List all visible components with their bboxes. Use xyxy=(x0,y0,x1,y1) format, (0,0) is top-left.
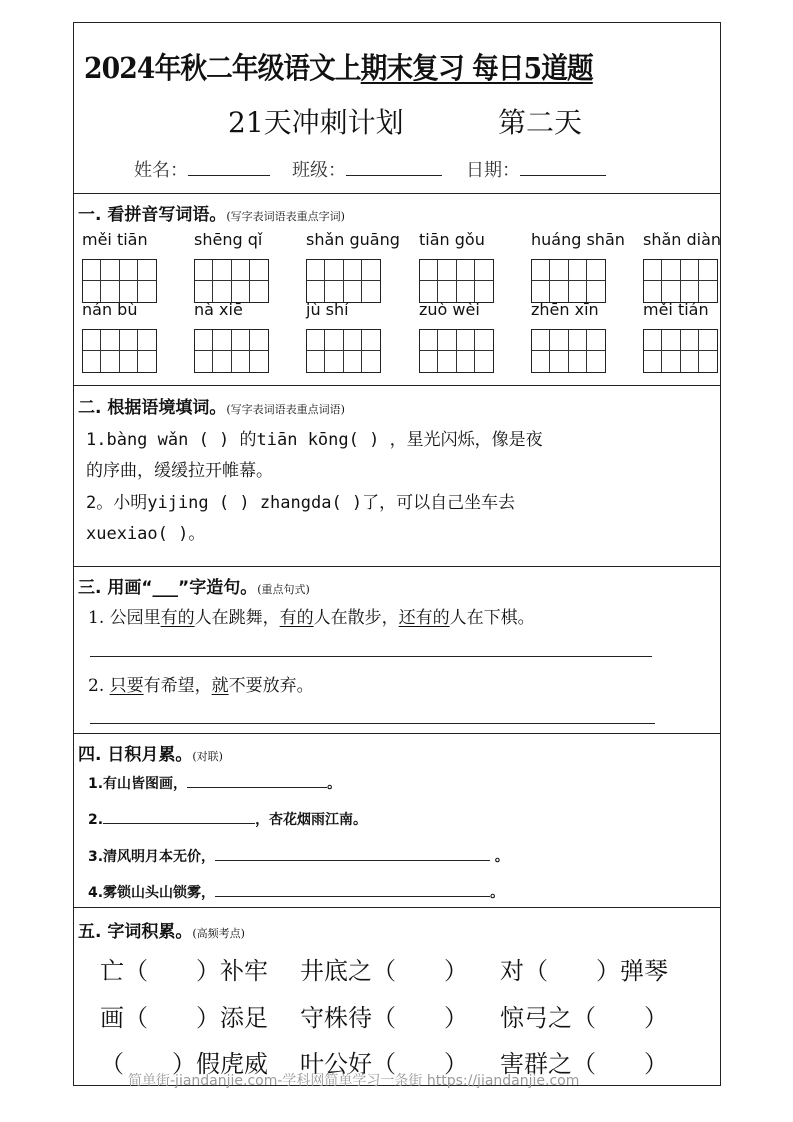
section4-heading xyxy=(78,740,223,765)
title-underlined: 期末复习 每日5道题 xyxy=(360,51,593,85)
grid-cell xyxy=(550,351,568,372)
grid-cell xyxy=(120,281,138,302)
couplet-item-3 xyxy=(88,846,509,866)
character-grid[interactable] xyxy=(419,329,494,373)
grid-cell xyxy=(138,281,156,302)
grid-cell xyxy=(138,260,156,281)
fill-line: xuexiao( )。 xyxy=(86,524,206,544)
idiom-fill: 叶公好（ ） xyxy=(300,1050,468,1078)
grid-cell xyxy=(662,330,680,351)
grid-cell xyxy=(475,260,493,281)
grid-cell xyxy=(644,281,662,302)
grid-cell xyxy=(325,260,343,281)
pinyin-label: měi tián xyxy=(643,300,709,319)
grid-cell xyxy=(532,330,550,351)
grid-cell xyxy=(644,330,662,351)
grid-cell xyxy=(457,281,475,302)
grid-cell xyxy=(195,330,213,351)
grid-cell xyxy=(138,351,156,372)
subtitle-day: 第二天 xyxy=(498,106,583,139)
grid-cell xyxy=(101,281,119,302)
fill-line: 1.bàng wǎn ( ) 的tiān kōng( ) ，星光闪烁，像是夜 xyxy=(86,430,543,450)
grid-cell xyxy=(362,260,380,281)
heading-text: 五. 字词积累。 xyxy=(78,922,193,942)
grid-cell xyxy=(101,351,119,372)
couplet-text: 4.雾锁山头山锁雾， xyxy=(88,885,216,901)
grid-cell xyxy=(569,330,587,351)
character-grid[interactable] xyxy=(82,329,157,373)
grid-cell xyxy=(120,330,138,351)
pinyin-label: nán bù xyxy=(82,300,138,319)
grid-cell xyxy=(681,260,699,281)
sentence-text: 1. 公园里 xyxy=(88,608,161,628)
pinyin-label: huáng shān xyxy=(531,230,625,249)
underlined-keyword: 有的 xyxy=(160,608,195,628)
couplet-text: 。 xyxy=(490,849,509,865)
divider xyxy=(73,907,721,908)
grid-cell xyxy=(195,351,213,372)
grid-cell xyxy=(532,260,550,281)
heading-note: (重点句式) xyxy=(257,583,310,596)
grid-cell xyxy=(232,260,250,281)
grid-cell xyxy=(325,281,343,302)
pinyin-label: zhēn xīn xyxy=(531,300,599,319)
class-field[interactable] xyxy=(292,156,442,182)
grid-cell xyxy=(307,281,325,302)
grid-cell xyxy=(681,351,699,372)
grid-cell xyxy=(101,260,119,281)
grid-cell xyxy=(475,351,493,372)
grid-cell xyxy=(307,351,325,372)
grid-cell xyxy=(532,281,550,302)
grid-cell xyxy=(662,351,680,372)
grid-cell xyxy=(420,351,438,372)
pinyin-label: měi tiān xyxy=(82,230,148,249)
fill-line: 的序曲，缓缓拉开帷幕。 xyxy=(86,461,273,481)
grid-cell xyxy=(475,281,493,302)
grid-cell xyxy=(362,330,380,351)
pinyin-label: tiān gǒu xyxy=(419,230,485,249)
grid-cell xyxy=(344,260,362,281)
grid-cell xyxy=(362,281,380,302)
heading-note: (对联) xyxy=(192,750,223,763)
idiom-fill: 画（ ）添足 xyxy=(100,1004,268,1032)
name-label: 姓名： xyxy=(134,160,188,181)
grid-cell xyxy=(325,330,343,351)
sentence-text: 人在跳舞， xyxy=(194,608,280,628)
grid-cell xyxy=(420,330,438,351)
grid-cell xyxy=(457,351,475,372)
character-grid[interactable] xyxy=(306,329,381,373)
idiom-fill: （ ）假虎威 xyxy=(100,1050,268,1078)
grid-cell xyxy=(569,281,587,302)
section1-heading xyxy=(78,200,345,225)
grid-cell xyxy=(550,330,568,351)
grid-cell xyxy=(120,351,138,372)
title-plain: 2024年秋二年级语文上 xyxy=(84,51,361,85)
grid-cell xyxy=(195,260,213,281)
grid-cell xyxy=(83,281,101,302)
character-grid[interactable] xyxy=(643,329,718,373)
grid-cell xyxy=(83,351,101,372)
grid-cell xyxy=(307,260,325,281)
grid-cell xyxy=(420,281,438,302)
couplet-item-1 xyxy=(88,773,341,793)
grid-cell xyxy=(457,260,475,281)
grid-cell xyxy=(213,351,231,372)
section5-heading xyxy=(78,917,245,942)
grid-cell xyxy=(550,260,568,281)
grid-cell xyxy=(438,281,456,302)
grid-cell xyxy=(438,330,456,351)
underlined-keyword: 只要 xyxy=(109,676,144,696)
grid-cell xyxy=(587,330,605,351)
couplet-item-2 xyxy=(88,809,367,829)
grid-cell xyxy=(569,351,587,372)
idiom-fill: 害群之（ ） xyxy=(500,1050,668,1078)
character-grid[interactable] xyxy=(419,259,494,303)
heading-note: (高频考点) xyxy=(192,927,245,940)
grid-cell xyxy=(420,260,438,281)
grid-cell xyxy=(438,351,456,372)
character-grid[interactable] xyxy=(82,259,157,303)
grid-cell xyxy=(362,351,380,372)
couplet-text: 2. xyxy=(88,812,104,828)
grid-cell xyxy=(232,330,250,351)
character-grid[interactable] xyxy=(531,329,606,373)
couplet-text: ，杏花烟雨江南。 xyxy=(255,812,368,828)
grid-cell xyxy=(662,281,680,302)
grid-cell xyxy=(232,281,250,302)
grid-cell xyxy=(699,281,717,302)
grid-cell xyxy=(699,351,717,372)
idiom-fill: 守株待（ ） xyxy=(300,1004,468,1032)
sentence-text: 不要放弃。 xyxy=(228,676,314,696)
grid-cell xyxy=(213,281,231,302)
class-label: 班级： xyxy=(292,160,346,181)
heading-note: (写字表词语表重点字词) xyxy=(226,210,345,223)
grid-cell xyxy=(195,281,213,302)
date-label: 日期： xyxy=(466,160,520,181)
section2-heading xyxy=(78,393,345,418)
character-grid[interactable] xyxy=(643,259,718,303)
grid-cell xyxy=(213,260,231,281)
pinyin-label: jù shí xyxy=(306,300,349,319)
grid-cell xyxy=(550,281,568,302)
grid-cell xyxy=(644,351,662,372)
underlined-keyword: 有的 xyxy=(279,608,314,628)
divider xyxy=(73,566,721,567)
idiom-fill: 井底之（ ） xyxy=(300,957,468,985)
grid-cell xyxy=(587,281,605,302)
grid-cell xyxy=(250,260,268,281)
couplet-text: 3.清风明月本无价， xyxy=(88,849,216,865)
pinyin-label: shǎn guāng xyxy=(306,230,400,249)
divider xyxy=(73,733,721,734)
character-grid[interactable] xyxy=(194,329,269,373)
grid-cell xyxy=(587,260,605,281)
character-grid[interactable] xyxy=(531,259,606,303)
grid-cell xyxy=(587,351,605,372)
grid-cell xyxy=(120,260,138,281)
grid-cell xyxy=(250,351,268,372)
grid-cell xyxy=(83,330,101,351)
sentence-text: 人在下棋。 xyxy=(449,608,535,628)
grid-cell xyxy=(83,260,101,281)
grid-cell xyxy=(250,281,268,302)
answer-line[interactable] xyxy=(90,723,655,724)
divider xyxy=(73,193,721,194)
section3-heading xyxy=(78,573,310,598)
sentence-text: 有希望， xyxy=(143,676,212,696)
grid-cell xyxy=(438,260,456,281)
grid-cell xyxy=(344,281,362,302)
grid-cell xyxy=(307,330,325,351)
example-sentence-1 xyxy=(88,603,535,628)
heading-text: 一. 看拼音写词语。 xyxy=(78,205,227,225)
grid-cell xyxy=(662,260,680,281)
grid-cell xyxy=(457,330,475,351)
heading-text: 二. 根据语境填词。 xyxy=(78,398,227,418)
name-field[interactable] xyxy=(134,156,270,182)
sentence-text: 人在散步， xyxy=(313,608,399,628)
grid-cell xyxy=(344,330,362,351)
pinyin-label: shǎn diàn xyxy=(643,230,722,249)
grid-cell xyxy=(699,330,717,351)
pinyin-label: zuò wèi xyxy=(419,300,480,319)
fill-line: 2。小明yijing ( ) zhangda( )了，可以自己坐车去 xyxy=(86,493,516,513)
grid-cell xyxy=(213,330,231,351)
heading-note: (写字表词语表重点词语) xyxy=(226,403,345,416)
grid-cell xyxy=(101,330,119,351)
subtitle-plan: 21天冲刺计划 xyxy=(228,106,404,139)
divider xyxy=(73,385,721,386)
idiom-fill: 惊弓之（ ） xyxy=(500,1004,668,1032)
character-grid[interactable] xyxy=(306,259,381,303)
pinyin-label: nà xiē xyxy=(194,300,243,319)
couplet-text: 1.有山皆图画， xyxy=(88,776,188,792)
grid-cell xyxy=(475,330,493,351)
date-field[interactable] xyxy=(466,156,606,182)
example-sentence-2 xyxy=(88,671,314,696)
sentence-text: 2. xyxy=(88,676,110,696)
grid-cell xyxy=(681,330,699,351)
underlined-keyword: 就 xyxy=(211,676,229,696)
grid-cell xyxy=(138,330,156,351)
grid-cell xyxy=(532,351,550,372)
heading-text: 四. 日积月累。 xyxy=(78,745,193,765)
couplet-item-4 xyxy=(88,882,504,902)
couplet-text: 。 xyxy=(327,776,342,792)
grid-cell xyxy=(681,281,699,302)
grid-cell xyxy=(344,351,362,372)
watermark: 简单街-jiandanjie.com-学科网简单学习一条街 https://jiandanjie.com xyxy=(128,1073,580,1089)
grid-cell xyxy=(250,330,268,351)
character-grid[interactable] xyxy=(194,259,269,303)
idiom-fill: 亡（ ）补牢 xyxy=(100,957,268,985)
heading-text: 三. 用画“___”字造句。 xyxy=(78,578,258,598)
grid-cell xyxy=(699,260,717,281)
answer-line[interactable] xyxy=(90,656,652,657)
couplet-text: 。 xyxy=(490,885,505,901)
grid-cell xyxy=(569,260,587,281)
grid-cell xyxy=(232,351,250,372)
grid-cell xyxy=(644,260,662,281)
pinyin-label: shēng qǐ xyxy=(194,230,263,249)
idiom-fill: 对（ ）弹琴 xyxy=(500,957,668,985)
underlined-keyword: 还有的 xyxy=(398,608,450,628)
grid-cell xyxy=(325,351,343,372)
page-title xyxy=(84,46,593,87)
